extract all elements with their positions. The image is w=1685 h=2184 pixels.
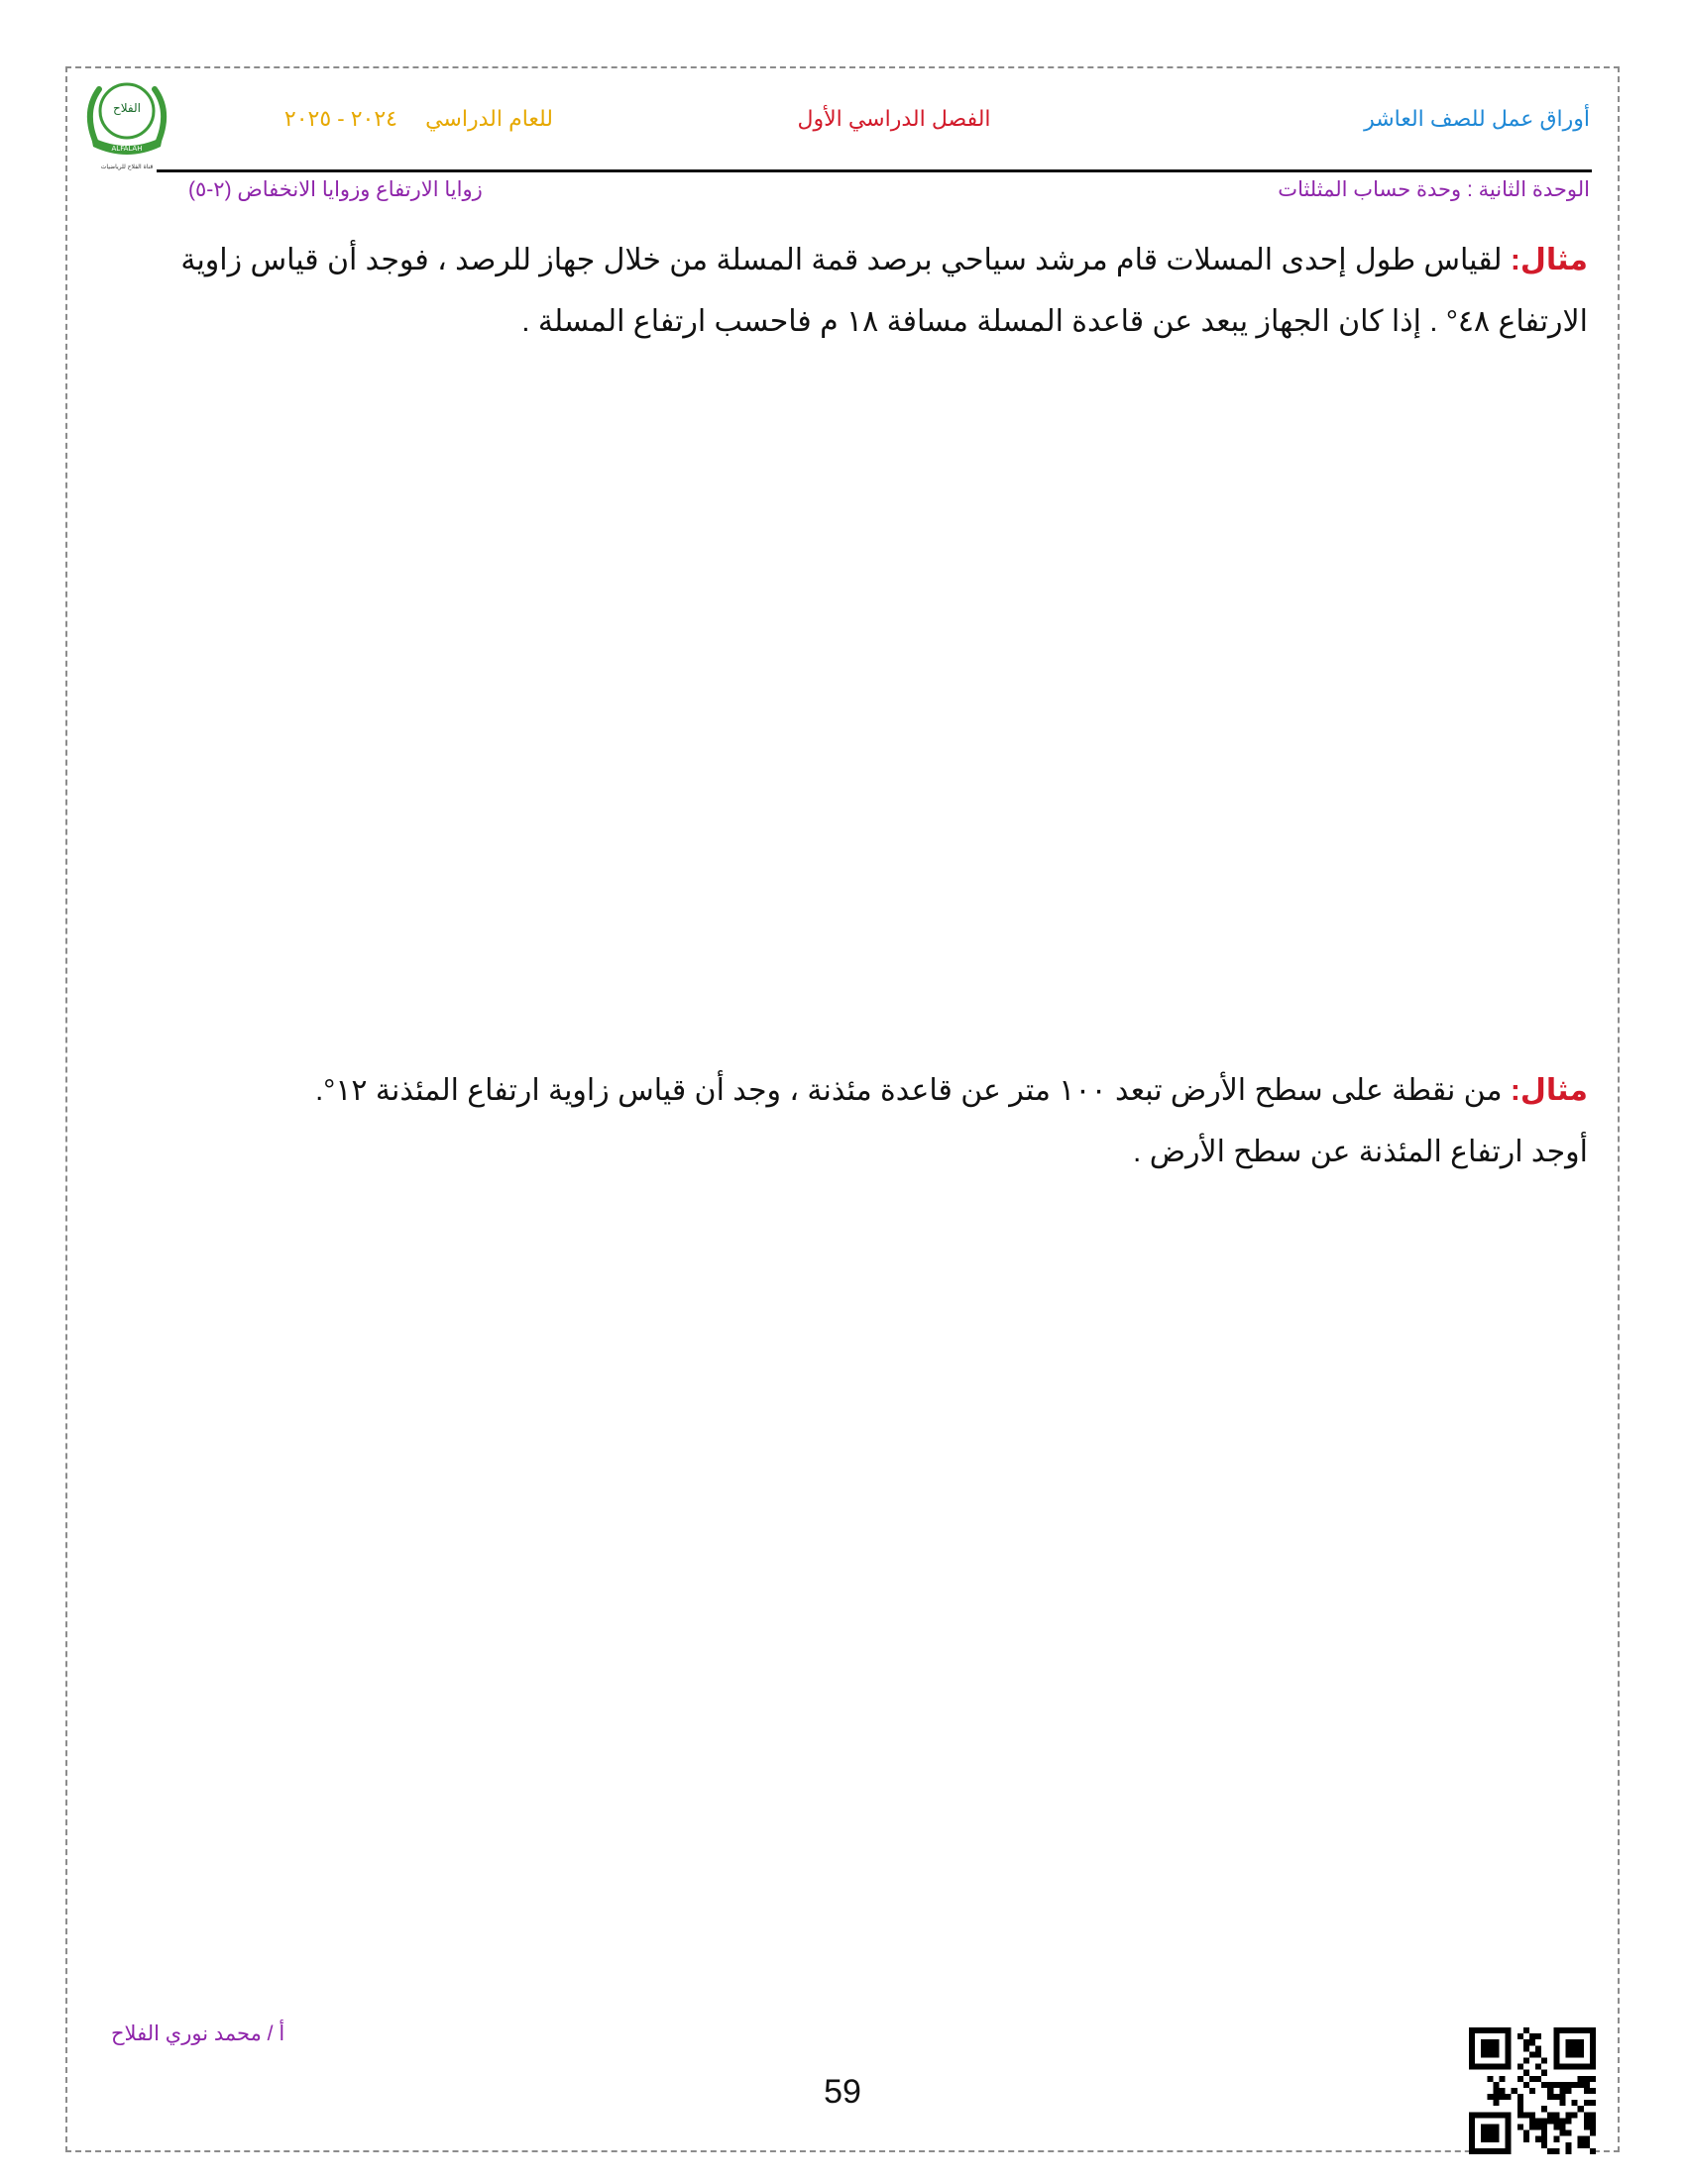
svg-text:قناة الفلاح للرياضيات: قناة الفلاح للرياضيات xyxy=(100,164,154,170)
svg-text:الفلاح: الفلاح xyxy=(113,101,141,115)
example-text: من نقطة على سطح الأرض تبعد ١٠٠ متر عن قاعدة مئذنة ، وجد أن قياس زاوية ارتفاع المئذنة ١٢°. أوجد ارتفاع المئذنة عن سطح الأرض . xyxy=(314,1074,1588,1168)
page-number: 59 xyxy=(824,2073,861,2111)
alfalah-logo xyxy=(77,71,176,170)
example-label: مثال: xyxy=(1510,244,1588,276)
svg-text:ALFALAH: ALFALAH xyxy=(111,145,143,153)
semester-title: الفصل الدراسي الأول xyxy=(797,106,991,131)
example-2 xyxy=(299,1060,1588,1183)
example-1 xyxy=(161,230,1588,353)
example-text: لقياس طول إحدى المسلات قام مرشد سياحي برصد قمة المسلة من خلال جهاز للرصد ، فوجد أن قياس زاوية الارتفاع ٤٨° . إذا كان الجهاز يبعد عن قاعدة المسلة مسافة ١٨ م فاحسب ارتفاع المسلة . xyxy=(180,244,1588,338)
lesson-title: زوايا الارتفاع وزوايا الانخفاض (٢-٥) xyxy=(188,178,483,201)
academic-year xyxy=(226,106,553,146)
year-value: ٢٠٢٤ - ٢٠٢٥ xyxy=(283,106,397,131)
header-divider xyxy=(157,169,1592,172)
example-label: مثال: xyxy=(1510,1074,1588,1107)
series-title: أوراق عمل للصف العاشر xyxy=(1364,106,1590,131)
unit-name: الوحدة الثانية : وحدة حساب المثلثات xyxy=(1278,178,1590,201)
year-label: للعام الدراسي xyxy=(425,106,553,131)
author-name: أ / محمد نوري الفلاح xyxy=(111,2022,285,2045)
qr-code-icon xyxy=(1469,2027,1596,2154)
